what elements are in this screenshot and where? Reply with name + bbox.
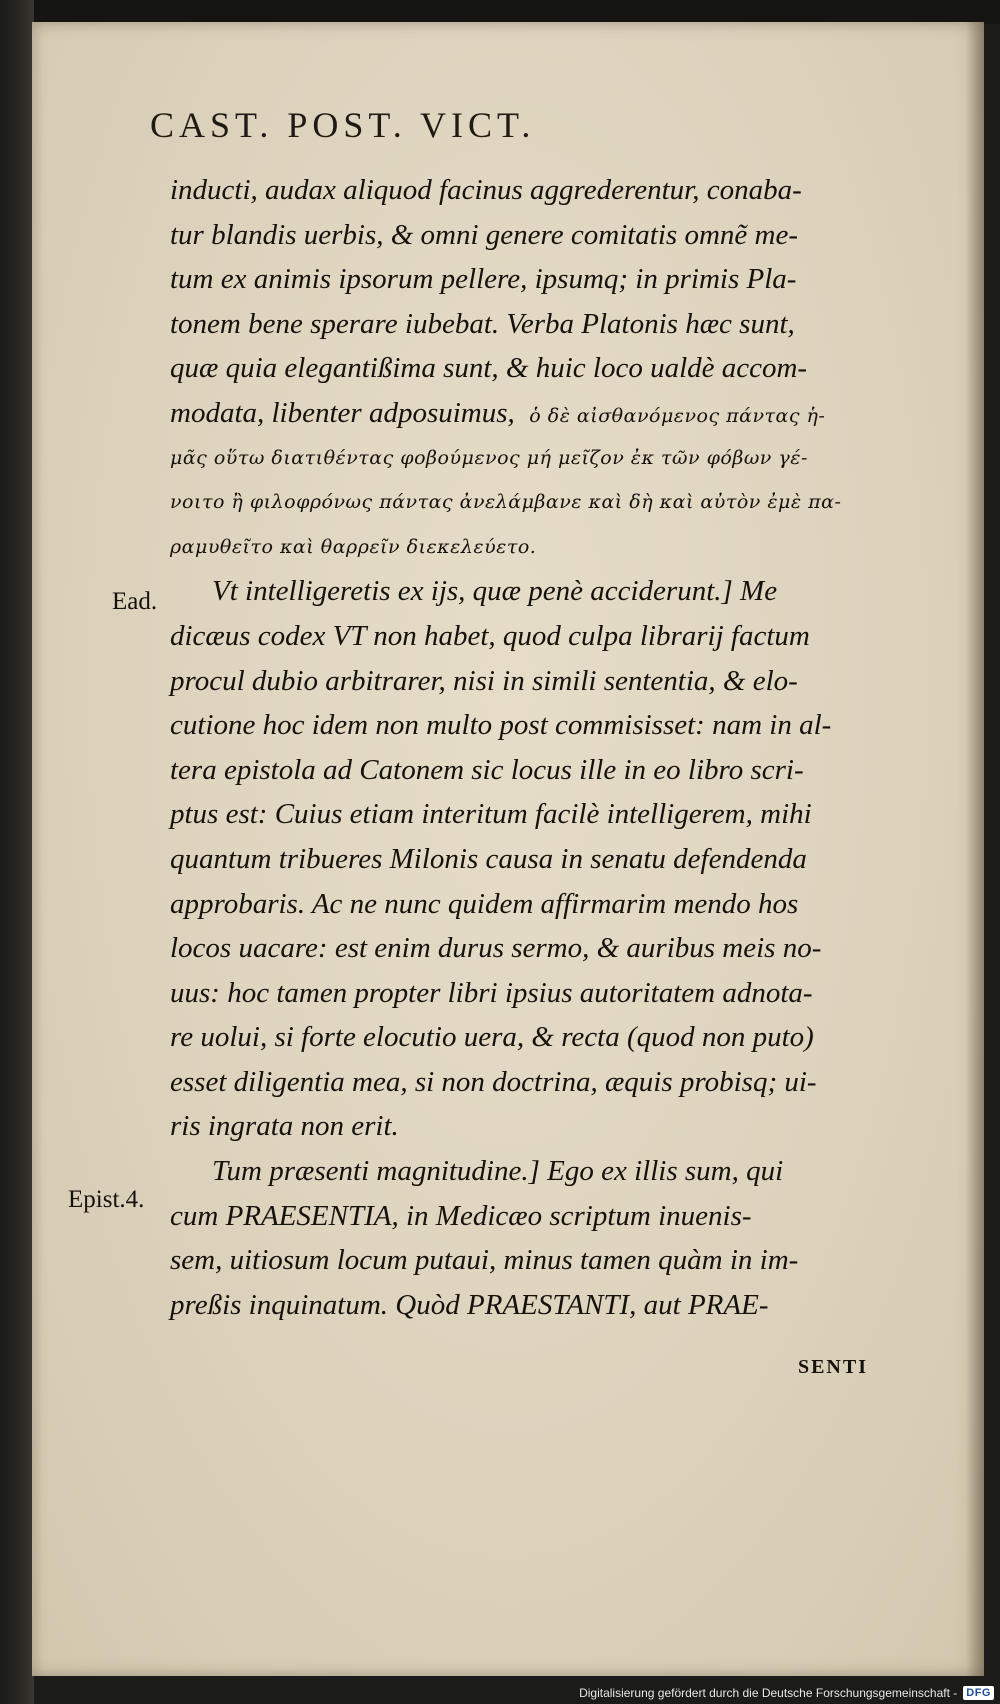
- greek-quote-line: ραμυθεῖτο καὶ θαρρεῖν διεκελεύετο.: [170, 535, 537, 558]
- body-line: tonem bene sperare iubebat. Verba Platonis hæc sunt,: [170, 307, 795, 340]
- para2-line: tera epistola ad Catonem sic locus ille in eo libro scri-: [170, 753, 804, 786]
- para3-line: sem, uitiosum locum putaui, minus tamen quàm in im-: [170, 1244, 799, 1277]
- para3-line: preßis inquinatum. Quòd PRAESTANTI, aut PRAE-: [170, 1288, 769, 1321]
- greek-quote-start: ὁ δὲ αἰσθανόμενος πάντας ἡ-: [529, 404, 826, 427]
- greek-quote-line: μᾶς οὕτω διατιθέντας φοβούμενος μή μεῖζον ἐκ τῶν φόβων γέ-: [170, 446, 808, 469]
- page-text: [170, 168, 890, 1327]
- para2-line: quantum tribueres Milonis causa in senatu defendenda: [170, 842, 807, 875]
- greek-quote-line: νοιτο ἢ φιλοφρόνως πάντας ἀνελάμβανε καὶ δὴ καὶ αὐτὸν ἐμὲ πα-: [170, 491, 842, 514]
- scan-top-border: [0, 0, 1000, 24]
- margin-note-epist: Epist.4.: [68, 1186, 145, 1213]
- para2-line: Vt intelligeretis ex ijs, quæ penè acciderunt.] Me: [212, 575, 778, 608]
- page-edge-shadow: [966, 22, 984, 1676]
- para2-line: cutione hoc idem non multo post commisisset: nam in al-: [170, 709, 832, 742]
- para3-line: cum PRAESENTIA, in Medicæo scriptum inuenis-: [170, 1199, 752, 1232]
- para2-line: approbaris. Ac ne nunc quidem affirmarim mendo hos: [170, 887, 799, 920]
- body-line: inducti, audax aliquod facinus aggrederentur, conaba-: [170, 174, 802, 206]
- margin-note-ead: Ead.: [112, 588, 158, 615]
- para2-line: re uolui, si forte elocutio uera, & recta (quod non puto): [170, 1021, 814, 1054]
- body-line: tur blandis uerbis, & omni genere comitatis omnẽ me-: [170, 218, 798, 251]
- para2-line: esset diligentia mea, si non doctrina, æquis probisq; ui-: [170, 1065, 817, 1098]
- para2-line: ptus est: Cuius etiam interitum facilè intelligerem, mihi: [170, 798, 812, 831]
- scan-left-border: [0, 0, 34, 1704]
- para2-line: ris ingrata non erit.: [170, 1110, 399, 1143]
- para2-line: dicæus codex VT non habet, quod culpa librarij factum: [170, 619, 810, 652]
- body-line-with-greek: [170, 391, 890, 436]
- para3-line: Tum præsenti magnitudine.] Ego ex illis sum, qui: [212, 1155, 784, 1188]
- para2-line: procul dubio arbitrarer, nisi in simili sententia, & elo-: [170, 664, 798, 697]
- dfg-logo: DFG: [963, 1686, 994, 1700]
- credit-text: Digitalisierung gefördert durch die Deutsche Forschungsgemeinschaft -: [579, 1686, 958, 1700]
- running-head: CAST. POST. VICT.: [150, 105, 536, 145]
- body-line: tum ex animis ipsorum pellere, ipsumq; in primis Pla-: [170, 263, 797, 296]
- para2-line: uus: hoc tamen propter libri ipsius autoritatem adnota-: [170, 976, 813, 1009]
- body-line: quæ quia elegantißima sunt, & huic loco ualdè accom-: [170, 352, 808, 385]
- body-line: modata, libenter adposuimus,: [170, 396, 515, 429]
- catchword: SENTI: [797, 1356, 868, 1378]
- digitization-credit: [579, 1686, 994, 1700]
- para2-line: locos uacare: est enim durus sermo, & auribus meis no-: [170, 932, 822, 965]
